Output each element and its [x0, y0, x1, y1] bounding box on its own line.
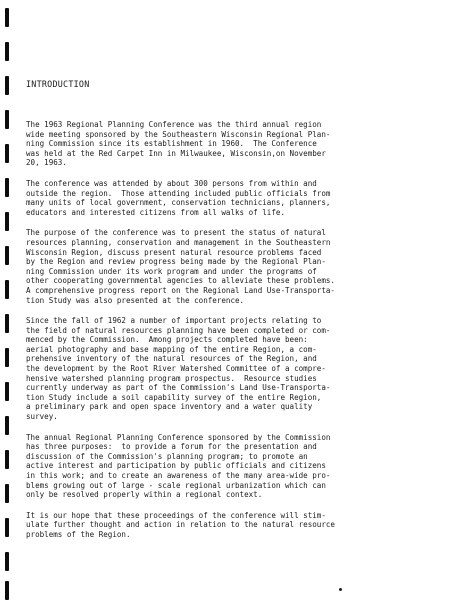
binding-hole: [5, 42, 9, 61]
binding-hole: [5, 348, 9, 367]
binding-hole: [5, 8, 9, 27]
paragraph-purpose: The purpose of the conference was to present the status of natural resources planning, conservation and management in the Southeastern Wisconsin Region, discuss present natural resource problems faced by the Region and review progress being made by the Regional Plan- ning Commission under its work program and under the programs of other cooperating governmental agencies to alleviate these problems. A comprehensive progress report on the Regional Land Use-Transporta- tion Study was also presented at the conference.: [26, 228, 335, 305]
binding-hole: [5, 518, 9, 537]
binding-hole: [5, 382, 9, 401]
scan-speck: [339, 588, 342, 591]
document-page: [26, 79, 441, 551]
binding-hole: [5, 581, 9, 600]
binding-hole: [5, 246, 9, 265]
paragraph-attendance: The conference was attended by about 300 persons from within and outside the region. Those attending included public officials from many units of local government, conservation technicians, planners, educators and interested citizens from all walks of life.: [26, 178, 331, 217]
binding-hole: [5, 552, 9, 571]
paragraph-annual-purposes: The annual Regional Planning Conference sponsored by the Commission has three purposes: to provide a forum for the presentation and discussion of the Commission's planning program; to promote an active interest and participation by public officials and citizens in this work; and to create an awareness of the many area-wide pro- blems growing out of large - scale regional urbanization which can only be resolved properly within a regional context.: [26, 432, 331, 500]
section-heading: INTRODUCTION: [26, 79, 90, 89]
binding-hole: [5, 450, 9, 469]
binding-hole: [5, 314, 9, 333]
binding-hole: [5, 110, 9, 129]
paragraph-closing-hope: It is our hope that these proceedings of the conference will stim- ulate further thought and action in relation to the natural resource problems of the Region.: [26, 510, 335, 539]
binding-hole: [5, 144, 9, 163]
binding-hole: [5, 484, 9, 503]
binding-hole: [5, 76, 9, 95]
binding-strip: [0, 0, 20, 600]
binding-hole: [5, 280, 9, 299]
binding-hole: [5, 416, 9, 435]
paragraph-projects: Since the fall of 1962 a number of important projects relating to the field of natural resources planning have been completed or com- menced by the Commission. Among projects completed have been: aerial photography and base mapping of the entire Region, a com- prehensive inventory of the natural resources of the Region, and the development by the Root River Watershed Committee of a compre- hensive watershed planning program prospectus. Resource studies currently underway as part of the Commission's Land Use-Transporta- tion Study include a soil capability survey of the entire Region, a preliminary park and open space inventory and a water quality survey.: [26, 316, 331, 422]
paragraph-conference-intro: The 1963 Regional Planning Conference was the third annual region wide meeting sponsored by the Southeastern Wisconsin Regional Plan- ning Commission since its establishment in 1960. The Conference was held at the Red Carpet Inn in Milwaukee, Wisconsin,on November 20, 1963.: [26, 120, 331, 168]
binding-hole: [5, 178, 9, 197]
binding-hole: [5, 212, 9, 231]
